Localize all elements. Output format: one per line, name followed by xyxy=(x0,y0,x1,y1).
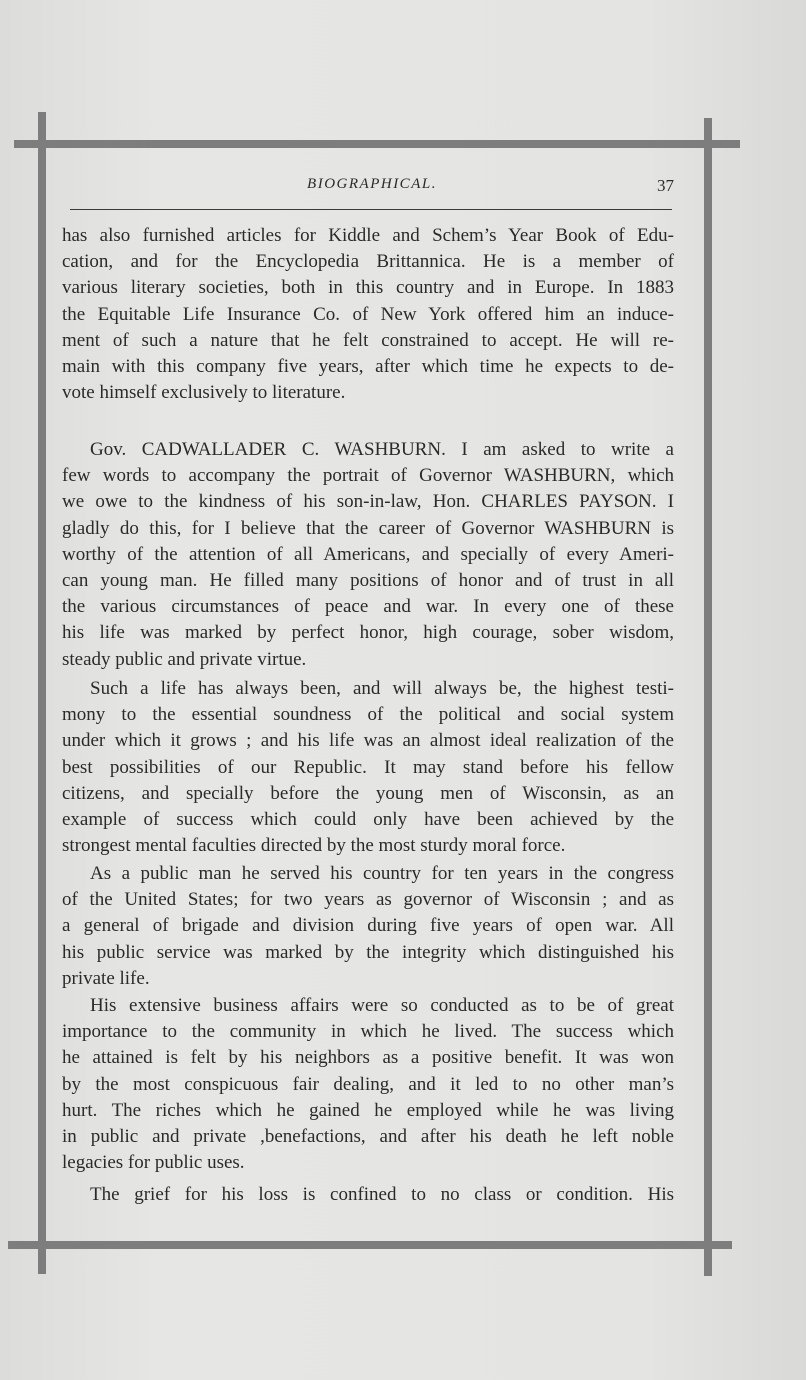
paragraph xyxy=(62,676,674,859)
text-line: his public service was marked by the integrity which distinguished his xyxy=(62,941,674,963)
border-rule-left xyxy=(38,112,46,1274)
text-line: Gov. CADWALLADER C. WASHBURN. I am asked to write a xyxy=(90,439,674,460)
text-line: hurt. The riches which he gained he employed while he was living xyxy=(62,1099,674,1121)
text-line: citizens, and specially before the young men of Wisconsin, as an xyxy=(62,782,674,804)
text-line: various literary societies, both in this country and in Europe. In 1883 xyxy=(62,277,674,299)
text-line: can young man. He filled many positions of honor and of trust in all xyxy=(62,570,674,592)
text-line: his life was marked by perfect honor, high courage, sober wisdom, xyxy=(62,622,674,644)
paragraph xyxy=(62,861,674,992)
text-line: importance to the community in which he lived. The success which xyxy=(62,1021,674,1043)
text-line: example of success which could only have been achieved by the xyxy=(62,809,674,831)
text-line: he attained is felt by his neighbors as a positive benefit. It was won xyxy=(62,1047,674,1069)
header-rule xyxy=(70,209,672,210)
text-line: of the United States; for two years as governor of Wisconsin ; and as xyxy=(62,889,674,911)
paragraph xyxy=(62,993,674,1176)
text-line: As a public man he served his country for ten years in the congress xyxy=(90,863,674,884)
text-line: in public and private ,benefactions, and after his death he left noble xyxy=(62,1126,674,1148)
paragraph xyxy=(62,1182,674,1208)
text-line: few words to accompany the portrait of Governor WASHBURN, which xyxy=(62,465,674,487)
text-line: legacies for public uses. xyxy=(62,1152,245,1174)
border-rule-bottom xyxy=(8,1241,732,1249)
text-line: has also furnished articles for Kiddle and Schem’s Year Book of Edu- xyxy=(62,225,674,246)
border-rule-top xyxy=(14,140,740,148)
page-number: 37 xyxy=(657,176,674,195)
text-line: Such a life has always been, and will always be, the highest testi- xyxy=(90,678,674,699)
text-line: the Equitable Life Insurance Co. of New York offered him an induce- xyxy=(62,303,674,325)
text-line: a general of brigade and division during five years of open war. All xyxy=(62,915,674,937)
text-line: mony to the essential soundness of the political and social system xyxy=(62,704,674,726)
page-header xyxy=(68,174,676,200)
paragraph-continuation xyxy=(62,223,674,406)
text-line: worthy of the attention of all Americans, and specially of every Ameri- xyxy=(62,543,674,565)
paragraph-washburn-intro xyxy=(62,437,674,673)
text-line: cation, and for the Encyclopedia Brittannica. He is a member of xyxy=(62,251,674,273)
text-line: private life. xyxy=(62,967,150,989)
text-line: ment of such a nature that he felt constrained to accept. He will re- xyxy=(62,329,674,351)
text-line: by the most conspicuous fair dealing, and it led to no other man’s xyxy=(62,1073,674,1095)
border-rule-right xyxy=(704,118,712,1276)
text-line: The grief for his loss is confined to no class or condition. His xyxy=(90,1184,674,1205)
text-line: strongest mental faculties directed by the most sturdy moral force. xyxy=(62,835,566,857)
text-line: the various circumstances of peace and war. In every one of these xyxy=(62,596,674,618)
text-line: main with this company five years, after which time he expects to de- xyxy=(62,356,674,378)
text-line: His extensive business affairs were so conducted as to be of great xyxy=(90,995,674,1016)
text-line: gladly do this, for I believe that the career of Governor WASHBURN is xyxy=(62,517,674,539)
text-line: best possibilities of our Republic. It may stand before his fellow xyxy=(62,756,674,778)
text-line: under which it grows ; and his life was an almost ideal realization of the xyxy=(62,730,674,752)
text-line: vote himself exclusively to literature. xyxy=(62,382,346,404)
running-head: BIOGRAPHICAL. xyxy=(307,176,437,192)
text-line: we owe to the kindness of his son-in-law, Hon. CHARLES PAYSON. I xyxy=(62,491,674,513)
text-line: steady public and private virtue. xyxy=(62,648,307,670)
